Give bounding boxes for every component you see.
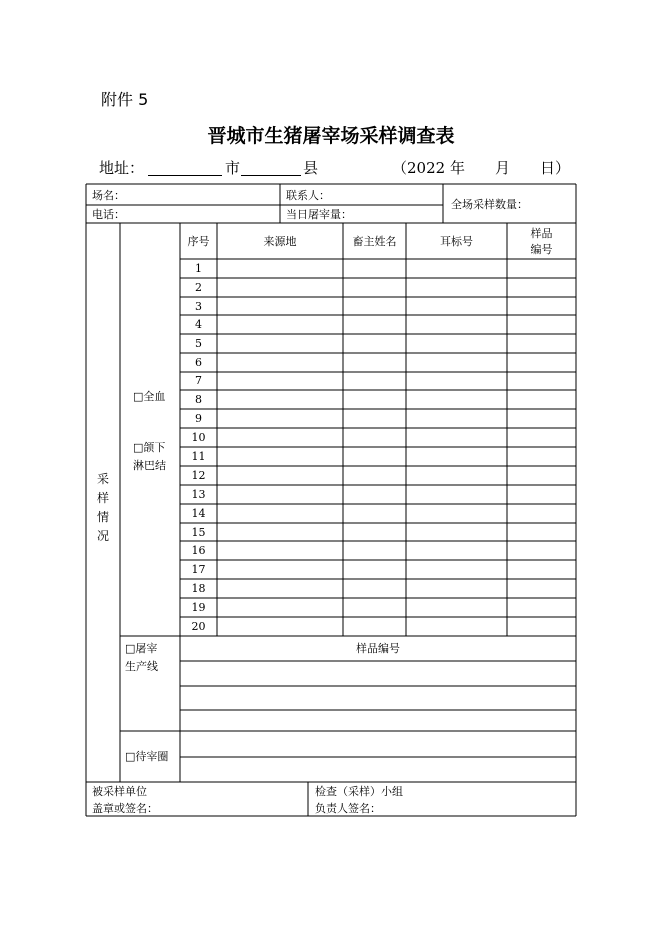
row-number: 11 — [191, 450, 206, 463]
sample-no-header: 样品编号 — [356, 642, 400, 655]
col-header-sample-line2: 编号 — [530, 243, 553, 256]
row-number: 14 — [191, 507, 206, 520]
inspection-group-label: 检查（采样）小组 — [315, 785, 403, 798]
lymph-node-label: 淋巴结 — [133, 459, 166, 472]
col-header-owner: 畜主姓名 — [352, 235, 397, 248]
sampling-section-label — [94, 470, 112, 546]
total-samples-label: 全场采样数量： — [451, 198, 528, 211]
row-number: 15 — [191, 526, 206, 539]
daily-slaughter-label: 当日屠宰量： — [286, 208, 352, 221]
lymph-node-checkbox[interactable]: □颌下 — [133, 441, 166, 454]
sampled-unit-label: 被采样单位 — [92, 785, 147, 798]
section-char: 样 — [96, 491, 109, 505]
section-char: 采 — [96, 472, 109, 486]
row-number: 8 — [195, 393, 202, 406]
row-number: 7 — [195, 374, 202, 387]
row-number: 10 — [191, 431, 206, 444]
row-number: 19 — [191, 601, 206, 614]
address-label: 地址： — [99, 159, 145, 177]
row-number: 4 — [195, 318, 202, 331]
seal-sign-label: 盖章或签名： — [92, 802, 158, 815]
row-number: 18 — [191, 582, 206, 595]
section-char: 况 — [96, 529, 109, 543]
attachment-label: 附件 5 — [101, 90, 149, 109]
county-label: 县 — [303, 159, 319, 177]
slaughter-line-checkbox[interactable]: □屠宰 — [125, 642, 158, 655]
city-label: 市 — [225, 159, 241, 177]
row-number: 16 — [191, 544, 206, 557]
col-header-seq: 序号 — [187, 235, 210, 248]
farm-name-label: 场名： — [92, 189, 125, 202]
leader-sign-label: 负责人签名： — [315, 802, 381, 815]
contact-label: 联系人： — [286, 189, 330, 202]
row-number: 1 — [195, 262, 202, 275]
row-number: 6 — [195, 356, 202, 369]
col-header-eartag: 耳标号 — [440, 235, 473, 248]
col-header-sample-line1: 样品 — [530, 227, 553, 240]
row-number: 9 — [195, 412, 202, 425]
phone-label: 电话： — [92, 208, 125, 221]
holding-pen-checkbox[interactable]: □待宰圈 — [125, 750, 169, 763]
row-number: 20 — [191, 620, 206, 633]
row-number: 17 — [191, 563, 206, 576]
whole-blood-checkbox[interactable]: □全血 — [133, 390, 166, 403]
row-number: 2 — [195, 281, 202, 294]
row-number: 3 — [195, 300, 202, 313]
row-number: 12 — [191, 469, 206, 482]
row-number: 13 — [191, 488, 206, 501]
section-char: 情 — [96, 510, 109, 524]
date-line: （2022 年 月 日） — [392, 159, 570, 177]
row-number: 5 — [195, 337, 202, 350]
page-title: 晋城市生猪屠宰场采样调查表 — [207, 125, 455, 147]
slaughter-line-label: 生产线 — [125, 660, 158, 673]
col-header-origin: 来源地 — [263, 235, 297, 248]
